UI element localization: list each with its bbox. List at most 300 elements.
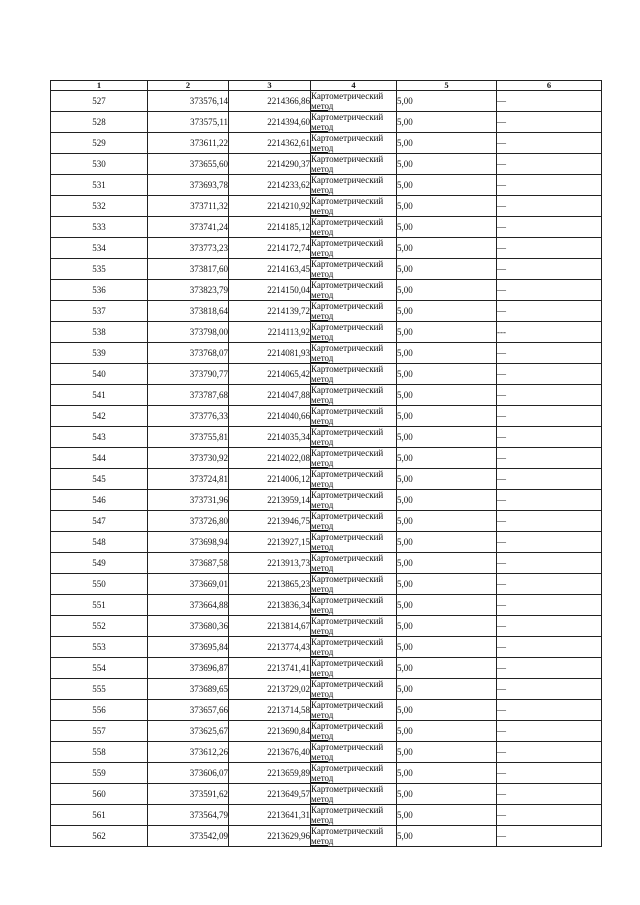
note-cell: — <box>497 700 602 721</box>
table-row <box>51 406 602 427</box>
accuracy-cell: 5,00 <box>397 826 497 847</box>
method-label-line2: метод <box>311 710 334 720</box>
y-coordinate-cell: 2213946,75 <box>229 511 311 532</box>
method-label-line1: Картометрический <box>311 700 384 710</box>
table-row <box>51 700 602 721</box>
accuracy-cell: 5,00 <box>397 490 497 511</box>
method-label-line2: метод <box>311 143 334 153</box>
method-label-line2: метод <box>311 647 334 657</box>
note-cell: --- <box>497 322 602 343</box>
y-coordinate-cell: 2214394,60 <box>229 112 311 133</box>
method-label-line1: Картометрический <box>311 322 384 332</box>
point-number-cell: 546 <box>51 490 148 511</box>
point-number-cell: 543 <box>51 427 148 448</box>
table-row <box>51 763 602 784</box>
method-label-line1: Картометрический <box>311 637 384 647</box>
method-label-line1: Картометрический <box>311 133 384 143</box>
y-coordinate-cell: 2213927,15 <box>229 532 311 553</box>
note-cell: — <box>497 364 602 385</box>
method-label-line2: метод <box>311 773 334 783</box>
accuracy-cell: 5,00 <box>397 133 497 154</box>
accuracy-cell: 5,00 <box>397 679 497 700</box>
method-label-line1: Картометрический <box>311 826 384 836</box>
method-label-line2: метод <box>311 815 334 825</box>
accuracy-cell: 5,00 <box>397 91 497 112</box>
method-label-line1: Картометрический <box>311 574 384 584</box>
y-coordinate-cell: 2214185,12 <box>229 217 311 238</box>
method-cell <box>311 322 397 343</box>
point-number-cell: 545 <box>51 469 148 490</box>
note-cell: — <box>497 343 602 364</box>
point-number-cell: 541 <box>51 385 148 406</box>
table-body <box>51 91 602 847</box>
y-coordinate-cell: 2214366,86 <box>229 91 311 112</box>
x-coordinate-cell: 373576,14 <box>148 91 229 112</box>
point-number-cell: 529 <box>51 133 148 154</box>
method-cell <box>311 238 397 259</box>
column-header-5: 5 <box>397 81 497 91</box>
method-label-line1: Картометрический <box>311 91 384 101</box>
method-label-line2: метод <box>311 185 334 195</box>
note-cell: — <box>497 175 602 196</box>
method-cell <box>311 364 397 385</box>
method-cell <box>311 700 397 721</box>
method-label-line1: Картометрический <box>311 154 384 164</box>
table-row <box>51 616 602 637</box>
note-cell: — <box>497 679 602 700</box>
x-coordinate-cell: 373823,79 <box>148 280 229 301</box>
y-coordinate-cell: 2213741,41 <box>229 658 311 679</box>
table-row <box>51 385 602 406</box>
method-cell <box>311 574 397 595</box>
method-label-line2: метод <box>311 290 334 300</box>
y-coordinate-cell: 2213774,43 <box>229 637 311 658</box>
x-coordinate-cell: 373818,64 <box>148 301 229 322</box>
x-coordinate-cell: 373664,88 <box>148 595 229 616</box>
coordinates-table <box>50 80 602 847</box>
table-row <box>51 574 602 595</box>
method-label-line1: Картометрический <box>311 343 384 353</box>
accuracy-cell: 5,00 <box>397 154 497 175</box>
method-label-line1: Картометрический <box>311 280 384 290</box>
x-coordinate-cell: 373711,32 <box>148 196 229 217</box>
table-row <box>51 679 602 700</box>
note-cell: — <box>497 511 602 532</box>
method-label-line1: Картометрический <box>311 595 384 605</box>
y-coordinate-cell: 2214362,61 <box>229 133 311 154</box>
method-label-line1: Картометрический <box>311 196 384 206</box>
note-cell: — <box>497 637 602 658</box>
method-label-line2: метод <box>311 248 334 258</box>
x-coordinate-cell: 373680,36 <box>148 616 229 637</box>
method-label-line1: Картометрический <box>311 805 384 815</box>
table-row <box>51 511 602 532</box>
x-coordinate-cell: 373817,60 <box>148 259 229 280</box>
method-cell <box>311 196 397 217</box>
method-cell <box>311 133 397 154</box>
method-label-line1: Картометрический <box>311 679 384 689</box>
note-cell: — <box>497 721 602 742</box>
accuracy-cell: 5,00 <box>397 574 497 595</box>
table-row <box>51 427 602 448</box>
point-number-cell: 532 <box>51 196 148 217</box>
method-cell <box>311 616 397 637</box>
method-label-line1: Картометрический <box>311 721 384 731</box>
accuracy-cell: 5,00 <box>397 385 497 406</box>
method-label-line1: Картометрический <box>311 364 384 374</box>
accuracy-cell: 5,00 <box>397 259 497 280</box>
method-label-line2: метод <box>311 521 334 531</box>
method-label-line1: Картометрический <box>311 427 384 437</box>
method-label-line1: Картометрический <box>311 490 384 500</box>
method-label-line2: метод <box>311 416 334 426</box>
x-coordinate-cell: 373564,79 <box>148 805 229 826</box>
y-coordinate-cell: 2214047,88 <box>229 385 311 406</box>
y-coordinate-cell: 2214081,93 <box>229 343 311 364</box>
y-coordinate-cell: 2214172,74 <box>229 238 311 259</box>
method-cell <box>311 742 397 763</box>
table-row <box>51 658 602 679</box>
x-coordinate-cell: 373542,09 <box>148 826 229 847</box>
point-number-cell: 542 <box>51 406 148 427</box>
table-row <box>51 238 602 259</box>
point-number-cell: 535 <box>51 259 148 280</box>
method-label-line1: Картометрический <box>311 448 384 458</box>
x-coordinate-cell: 373741,24 <box>148 217 229 238</box>
accuracy-cell: 5,00 <box>397 658 497 679</box>
y-coordinate-cell: 2214290,37 <box>229 154 311 175</box>
method-cell <box>311 511 397 532</box>
x-coordinate-cell: 373698,94 <box>148 532 229 553</box>
accuracy-cell: 5,00 <box>397 595 497 616</box>
accuracy-cell: 5,00 <box>397 343 497 364</box>
note-cell: — <box>497 238 602 259</box>
x-coordinate-cell: 373790,77 <box>148 364 229 385</box>
point-number-cell: 531 <box>51 175 148 196</box>
method-cell <box>311 406 397 427</box>
note-cell: — <box>497 595 602 616</box>
method-label-line1: Картометрический <box>311 259 384 269</box>
method-label-line2: метод <box>311 584 334 594</box>
method-label-line2: метод <box>311 227 334 237</box>
accuracy-cell: 5,00 <box>397 532 497 553</box>
x-coordinate-cell: 373612,26 <box>148 742 229 763</box>
method-cell <box>311 280 397 301</box>
y-coordinate-cell: 2214040,66 <box>229 406 311 427</box>
x-coordinate-cell: 373693,78 <box>148 175 229 196</box>
y-coordinate-cell: 2214006,12 <box>229 469 311 490</box>
y-coordinate-cell: 2214035,34 <box>229 427 311 448</box>
point-number-cell: 527 <box>51 91 148 112</box>
point-number-cell: 528 <box>51 112 148 133</box>
table-row <box>51 322 602 343</box>
method-cell <box>311 490 397 511</box>
method-label-line1: Картометрический <box>311 784 384 794</box>
method-cell <box>311 217 397 238</box>
method-label-line2: метод <box>311 101 334 111</box>
x-coordinate-cell: 373606,07 <box>148 763 229 784</box>
y-coordinate-cell: 2214233,62 <box>229 175 311 196</box>
table-row <box>51 721 602 742</box>
table-row <box>51 469 602 490</box>
note-cell: — <box>497 763 602 784</box>
note-cell: — <box>497 532 602 553</box>
point-number-cell: 552 <box>51 616 148 637</box>
point-number-cell: 556 <box>51 700 148 721</box>
method-cell <box>311 553 397 574</box>
method-label-line2: метод <box>311 164 334 174</box>
method-label-line1: Картометрический <box>311 385 384 395</box>
accuracy-cell: 5,00 <box>397 406 497 427</box>
method-label-line2: метод <box>311 689 334 699</box>
point-number-cell: 551 <box>51 595 148 616</box>
point-number-cell: 533 <box>51 217 148 238</box>
table-row <box>51 448 602 469</box>
note-cell: — <box>497 574 602 595</box>
point-number-cell: 530 <box>51 154 148 175</box>
x-coordinate-cell: 373724,81 <box>148 469 229 490</box>
method-cell <box>311 385 397 406</box>
note-cell: — <box>497 301 602 322</box>
header-row <box>51 81 602 91</box>
note-cell: — <box>497 259 602 280</box>
table-row <box>51 784 602 805</box>
table-row <box>51 490 602 511</box>
x-coordinate-cell: 373776,33 <box>148 406 229 427</box>
x-coordinate-cell: 373591,62 <box>148 784 229 805</box>
x-coordinate-cell: 373669,01 <box>148 574 229 595</box>
point-number-cell: 548 <box>51 532 148 553</box>
note-cell: — <box>497 385 602 406</box>
x-coordinate-cell: 373611,22 <box>148 133 229 154</box>
note-cell: — <box>497 280 602 301</box>
method-label-line2: метод <box>311 122 334 132</box>
x-coordinate-cell: 373787,68 <box>148 385 229 406</box>
note-cell: — <box>497 196 602 217</box>
table-row <box>51 595 602 616</box>
accuracy-cell: 5,00 <box>397 784 497 805</box>
method-label-line1: Картометрический <box>311 658 384 668</box>
point-number-cell: 554 <box>51 658 148 679</box>
method-label-line2: метод <box>311 563 334 573</box>
y-coordinate-cell: 2214210,92 <box>229 196 311 217</box>
y-coordinate-cell: 2213629,96 <box>229 826 311 847</box>
accuracy-cell: 5,00 <box>397 616 497 637</box>
note-cell: — <box>497 406 602 427</box>
point-number-cell: 537 <box>51 301 148 322</box>
method-label-line2: метод <box>311 731 334 741</box>
y-coordinate-cell: 2213649,57 <box>229 784 311 805</box>
y-coordinate-cell: 2213659,89 <box>229 763 311 784</box>
table-row <box>51 217 602 238</box>
method-cell <box>311 826 397 847</box>
method-cell <box>311 175 397 196</box>
x-coordinate-cell: 373696,87 <box>148 658 229 679</box>
method-label-line1: Картометрический <box>311 217 384 227</box>
method-label-line2: метод <box>311 437 334 447</box>
accuracy-cell: 5,00 <box>397 637 497 658</box>
note-cell: — <box>497 742 602 763</box>
accuracy-cell: 5,00 <box>397 511 497 532</box>
y-coordinate-cell: 2214065,42 <box>229 364 311 385</box>
method-cell <box>311 805 397 826</box>
y-coordinate-cell: 2213714,58 <box>229 700 311 721</box>
method-label-line2: метод <box>311 269 334 279</box>
method-label-line2: метод <box>311 542 334 552</box>
y-coordinate-cell: 2213959,14 <box>229 490 311 511</box>
method-cell <box>311 91 397 112</box>
method-label-line1: Картометрический <box>311 175 384 185</box>
point-number-cell: 553 <box>51 637 148 658</box>
x-coordinate-cell: 373695,84 <box>148 637 229 658</box>
method-label-line1: Картометрический <box>311 469 384 479</box>
note-cell: — <box>497 448 602 469</box>
accuracy-cell: 5,00 <box>397 700 497 721</box>
method-label-line1: Картометрический <box>311 301 384 311</box>
table-row <box>51 343 602 364</box>
x-coordinate-cell: 373726,80 <box>148 511 229 532</box>
x-coordinate-cell: 373575,11 <box>148 112 229 133</box>
table-row <box>51 196 602 217</box>
y-coordinate-cell: 2213676,40 <box>229 742 311 763</box>
x-coordinate-cell: 373731,96 <box>148 490 229 511</box>
note-cell: — <box>497 217 602 238</box>
method-label-line2: метод <box>311 353 334 363</box>
method-cell <box>311 448 397 469</box>
point-number-cell: 534 <box>51 238 148 259</box>
note-cell: — <box>497 490 602 511</box>
y-coordinate-cell: 2214022,08 <box>229 448 311 469</box>
accuracy-cell: 5,00 <box>397 196 497 217</box>
x-coordinate-cell: 373625,67 <box>148 721 229 742</box>
note-cell: — <box>497 826 602 847</box>
x-coordinate-cell: 373689,65 <box>148 679 229 700</box>
y-coordinate-cell: 2214150,04 <box>229 280 311 301</box>
table-row <box>51 133 602 154</box>
method-cell <box>311 532 397 553</box>
accuracy-cell: 5,00 <box>397 763 497 784</box>
accuracy-cell: 5,00 <box>397 805 497 826</box>
table-row <box>51 637 602 658</box>
accuracy-cell: 5,00 <box>397 217 497 238</box>
method-cell <box>311 259 397 280</box>
note-cell: — <box>497 553 602 574</box>
point-number-cell: 562 <box>51 826 148 847</box>
method-label-line2: метод <box>311 668 334 678</box>
method-label-line2: метод <box>311 836 334 846</box>
table-row <box>51 91 602 112</box>
table-row <box>51 364 602 385</box>
note-cell: — <box>497 427 602 448</box>
accuracy-cell: 5,00 <box>397 301 497 322</box>
method-label-line2: метод <box>311 794 334 804</box>
point-number-cell: 555 <box>51 679 148 700</box>
x-coordinate-cell: 373687,58 <box>148 553 229 574</box>
accuracy-cell: 5,00 <box>397 448 497 469</box>
x-coordinate-cell: 373755,81 <box>148 427 229 448</box>
point-number-cell: 544 <box>51 448 148 469</box>
column-header-2: 2 <box>148 81 229 91</box>
method-cell <box>311 595 397 616</box>
point-number-cell: 560 <box>51 784 148 805</box>
table-row <box>51 553 602 574</box>
accuracy-cell: 5,00 <box>397 112 497 133</box>
note-cell: — <box>497 784 602 805</box>
method-cell <box>311 112 397 133</box>
method-cell <box>311 658 397 679</box>
table-row <box>51 280 602 301</box>
column-header-1: 1 <box>51 81 148 91</box>
table-row <box>51 826 602 847</box>
method-label-line2: метод <box>311 332 334 342</box>
point-number-cell: 540 <box>51 364 148 385</box>
note-cell: — <box>497 616 602 637</box>
method-label-line1: Картометрический <box>311 532 384 542</box>
accuracy-cell: 5,00 <box>397 175 497 196</box>
y-coordinate-cell: 2213690,84 <box>229 721 311 742</box>
method-cell <box>311 679 397 700</box>
method-cell <box>311 721 397 742</box>
method-label-line2: метод <box>311 206 334 216</box>
y-coordinate-cell: 2214163,45 <box>229 259 311 280</box>
accuracy-cell: 5,00 <box>397 742 497 763</box>
method-label-line1: Картометрический <box>311 763 384 773</box>
y-coordinate-cell: 2213641,31 <box>229 805 311 826</box>
accuracy-cell: 5,00 <box>397 427 497 448</box>
y-coordinate-cell: 2213865,23 <box>229 574 311 595</box>
method-label-line1: Картометрический <box>311 112 384 122</box>
method-label-line2: метод <box>311 752 334 762</box>
accuracy-cell: 5,00 <box>397 364 497 385</box>
method-cell <box>311 469 397 490</box>
method-cell <box>311 301 397 322</box>
x-coordinate-cell: 373655,60 <box>148 154 229 175</box>
method-label-line1: Картометрический <box>311 553 384 563</box>
table-row <box>51 532 602 553</box>
y-coordinate-cell: 2213729,02 <box>229 679 311 700</box>
method-cell <box>311 343 397 364</box>
table-row <box>51 259 602 280</box>
point-number-cell: 549 <box>51 553 148 574</box>
y-coordinate-cell: 2214113,92 <box>229 322 311 343</box>
column-header-4: 4 <box>311 81 397 91</box>
accuracy-cell: 5,00 <box>397 553 497 574</box>
x-coordinate-cell: 373657,66 <box>148 700 229 721</box>
method-cell <box>311 784 397 805</box>
point-number-cell: 538 <box>51 322 148 343</box>
x-coordinate-cell: 373773,23 <box>148 238 229 259</box>
note-cell: — <box>497 133 602 154</box>
table-row <box>51 154 602 175</box>
method-cell <box>311 427 397 448</box>
x-coordinate-cell: 373798,00 <box>148 322 229 343</box>
accuracy-cell: 5,00 <box>397 721 497 742</box>
method-label-line2: метод <box>311 374 334 384</box>
method-cell <box>311 763 397 784</box>
y-coordinate-cell: 2213836,34 <box>229 595 311 616</box>
point-number-cell: 559 <box>51 763 148 784</box>
method-label-line1: Картометрический <box>311 511 384 521</box>
y-coordinate-cell: 2213913,73 <box>229 553 311 574</box>
y-coordinate-cell: 2213814,67 <box>229 616 311 637</box>
method-label-line1: Картометрический <box>311 616 384 626</box>
table-row <box>51 742 602 763</box>
method-label-line2: метод <box>311 479 334 489</box>
column-header-6: 6 <box>497 81 602 91</box>
accuracy-cell: 5,00 <box>397 280 497 301</box>
table-row <box>51 175 602 196</box>
method-label-line2: метод <box>311 311 334 321</box>
